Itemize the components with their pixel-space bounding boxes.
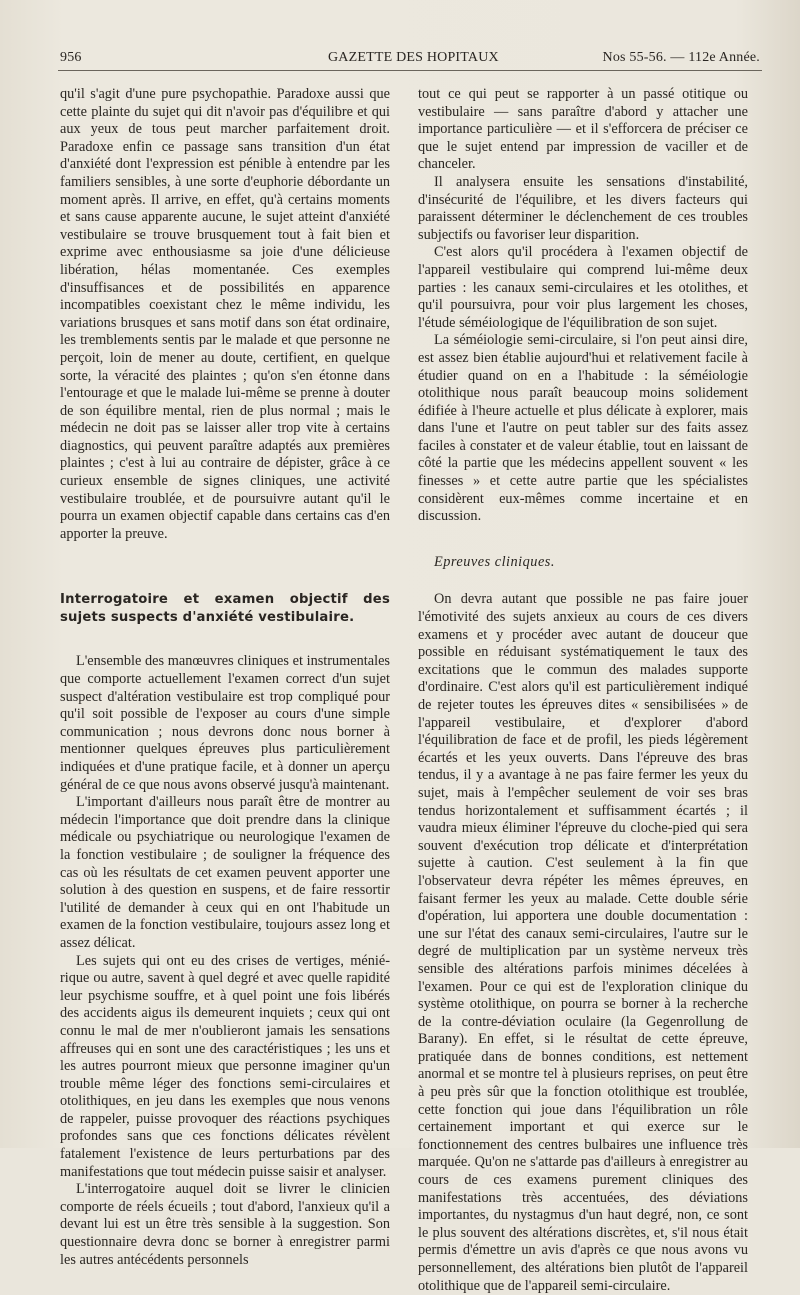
section-heading: Interrogatoire et examen objectif des sujets suspects d'anxiété vestibulaire. [60,592,390,626]
paragraph: On devra autant que possible ne pas faire jouer l'émotivité des sujets anxieux au cours de ces divers examens et y procéder avec autant de douceur que possible en réduisant systématiquement le taux des excitations que le commun des malades supporte d'ordinaire. C'est alors qu'il est particulièrement indiqué de rejeter toutes les épreuves dites « sensibilisées » de l'appareil vestibulaire, et d'explorer d'abord l'équilibration de face et de profil, les pieds légèrement écartés et les yeux ouverts. Dans l'épreuve des bras tendus, il y a avantage à ne pas faire fermer les yeux du sujet, mais à l'empêcher seulement de voir ses bras tendus horizontalement et suffisamment écartés ; il vaudra mieux éliminer l'épreuve du cloche-pied qui sera souvent d'exécution trop délicate et d'interprétation sujette à caution. C'est seulement à la fin que l'observateur devra répéter les mêmes épreuves, en faisant fermer les yeux au malade. Cette double série d'opération, lui apportera une double documentation : une sur l'état des canaux semi-circulaires, l'autre sur le degré de multiplication par un système nerveux très sensible des altérations parfois minimes décelées à l'examen. Pour ce qui est de l'exploration clinique du système otolithique, on pourra se borner à la recherche de la contre-déviation oculaire (la Gegenrollung de Barany). En effet, si le résultat de cette épreuve, pratiquée dans de bonnes conditions, est nettement anormal et se montre tel à plusieurs reprises, on peut être à peu près sûr que la fonction otolithique est troublée, cette fonction qui joue dans l'équilibration un rôle certainement important et qui exerce sur le fonctionnement des centres bulbaires une influence très marquée. Qu'on ne s'attarde pas d'ailleurs à enregistrer au cours de ces examens purement cliniques des manifestations très accentuées, des déviations importantes, du nystagmus d'un haut degré, non, ce sont le plus souvent des altérations discrètes, et, s'il nous était permis d'émettre un avis d'après ce que nous avons vu personnellement, des altérations bien plutôt de l'appareil otolithique que de l'appareil semi-circulaire. [418,591,748,1294]
right-column [418,86,748,1295]
left-column [60,86,390,1269]
header-rule [58,70,762,71]
paragraph: tout ce qui peut se rapporter à un passé otitique ou vestibulaire — sans paraître d'abord y attacher une importance particulière — et il s'efforcera de préciser ce que le sujet entend par impression de vaciller et de chanceler. [418,86,748,173]
running-header [60,46,760,68]
paragraph: Les sujets qui ont eu des crises de vertiges, ménié-rique ou autre, savent à quel degré et avec quelle rapidité leur psychisme souffre, et à quel point une fois libérés des accidents aigus ils demeurent inquiets ; ceux qui ont connu le mal de mer n'oublieront jamais les sensations affreuses qui en sont une des caractéristiques ; les uns et les autres pourront mieux que personne imaginer qu'un trouble même léger des fonctions semi-circulaires et otolithiques, en jeu dans les exemples que nous venons de rappeler, puisse provoquer des réactions psychiques profondes sans que ces fonctions délicates révèlent fatalement l'existence de leurs perturbations par des manifestations que tout médecin puisse saisir et analyser. [60,952,390,1180]
journal-title: GAZETTE DES HOPITAUX [328,50,499,65]
subheading: Epreuves cliniques. [434,553,555,570]
paragraph: qu'il s'agit d'une pure psychopathie. Paradoxe aussi que cette plainte du sujet qui dit n'avoir pas d'équilibre et qui aux yeux de tous peut marcher parfaitement droit. Paradoxe enfin ce passage sans transition d'un état d'anxiété dont l'expression est pénible à entendre par les familiers sensibles, à une sorte d'euphorie débordante un moment après. Il arrive, en effet, qu'à certains moments et sans cause apparente aucune, le sujet atteint d'anxiété vestibulaire se trouve brusquement tout à fait bien et exprime avec enthousiasme sa joie d'une délicieuse libération, hélas momentanée. Ces exemples d'insuffisances et de possibilités en apparence incompatibles coexistant chez le même individu, les variations brusques et sans motif dans son état ordinaire, les tremblements sentis par le malade et que personne ne perçoit, loin de mener au doute, certifient, en quelque sorte, la véracité des plaintes ; qu'on s'en étonne dans l'entourage et que le malade lui-même se prenne à douter de son équilibre mental, rien de plus normal ; mais le médecin ne doit pas se laisser aller trop vite à certains diagnostics, qui peuvent paraître adaptés aux premières plaintes ; c'est à lui au contraire de dépister, grâce à ce curieux ensemble de signes cliniques, une activité vestibulaire troublée, et de poursuivre autant qu'il le pourra un examen objectif capable dans certains cas d'en apporter la preuve. [60,86,390,542]
paragraph: L'ensemble des manœuvres cliniques et instrumentales que comporte actuellement l'examen correct d'un sujet suspect d'altération vestibulaire est trop compliqué pour qu'il soit possible de l'exposer au cours d'une simple communication ; nous devrons donc nous borner à mentionner quelques épreuves plus particulièrement indiquées et d'une pratique facile, et à donner un aperçu général de ce que nous avons observé jusqu'à maintenant. [60,653,390,793]
paragraph: C'est alors qu'il procédera à l'examen objectif de l'appareil vestibulaire qui comprend lui-même deux parties : les canaux semi-circulaires et les otolithes, et qu'il poursuivra, pour voir plus largement les choses, l'étude séméiologique de l'équilibration de son sujet. [418,244,748,331]
paragraph: L'important d'ailleurs nous paraît être de montrer au médecin l'importance que doit prendre dans la clinique médicale ou psychiatrique ou neurologique l'examen de la fonction vestibulaire ; de souligner la fréquence des cas où les résultats de cet examen peuvent apporter une solution à des question en suspens, et de faire ressortir l'utilité de demander à ceux qui en ont l'habitude un examen de la fonction vestibulaire, toujours assez long et assez délicat. [60,794,390,951]
paragraph: L'interrogatoire auquel doit se livrer le clinicien comporte de réels écueils ; tout d'abord, l'anxieux qu'il a devant lui est un être très sensible à la suggestion. Son questionnaire devra donc se borner à enregistrer parmi les autres antécédents personnels [60,1181,390,1268]
paragraph: Il analysera ensuite les sensations d'instabilité, d'insécurité de l'équilibre, et les divers facteurs qui paraissent déterminer le déclenchement de ces troubles subjectifs ou favoriser leur disparition. [418,173,748,243]
issue-number: Nos 55-56. — 112e Année. [602,50,760,65]
paragraph: La séméiologie semi-circulaire, si l'on peut ainsi dire, est assez bien établie aujourd'hui et relativement facile à étudier quand on en a l'habitude : la séméiologie otolithique nous paraît beaucoup moins solidement édifiée à l'heure actuelle et plus délicate à explorer, mais dans l'une et l'autre on peut tabler sur des faits assez faciles à constater et de valeur établie, tout en laissant de côté la partie que les médecins appellent souvent « les finesses » et cette autre partie que les spécialistes considèrent eux-mêmes comme incertaine et en discussion. [418,332,748,525]
page-number: 956 [60,50,82,65]
